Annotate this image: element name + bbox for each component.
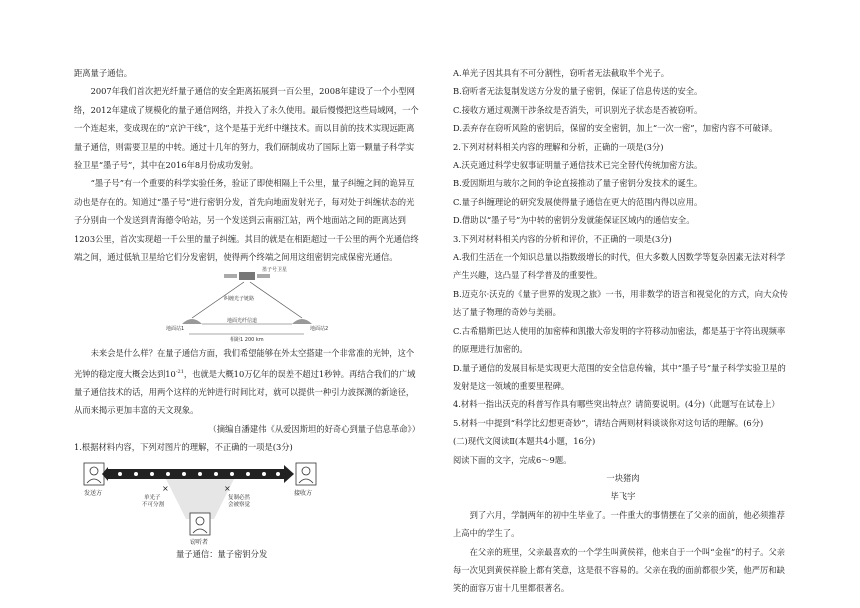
mark-1-label: 单光子 [144,494,161,501]
q2-option-b: B.爱因斯坦与玻尔之间的争论直接推动了量子密钥分发技术的诞生。 [453,178,703,189]
key-distribution-figure [74,457,420,549]
satellite-figure [74,266,420,344]
question-2: 2.下列对材料相关内容的理解和分析，正确的一项是(3分) [453,141,664,152]
paragraph-2: “墨子号”有一个重要的科学实验任务，验证了即使相隔上千公里，量子纠缠之间的诡异互动也是存在的。知道过“墨子号”进行密钥分发，首先向地面发射光子，每对处于纠缠状态的光子分别由一个发送到青海德令哈站，另一个发送到云南丽江站，两个地面站之间的距离达到1203公里，首次实现超一千公里的量子纠缠。其目的就是在相距超过一千公里的两个光通信终端之间，通过低轨卫星给它们分发密钥，使得两个终端之间用这组密钥完成保密光通信。 [74,178,419,263]
paragraph-1: 2007年我们首次把光纤量子通信的安全距离拓展到一百公里，2008年建设了一个小型网络，2012年建成了规模化的量子通信网络，并投入了永久使用。最后慢慢把这些局域网，一个一个连起来，变成现在的“京沪干线”，这个是基于光纤中继技术。而以目前的技术实现远距离量子通信，则需要卫星的中转。通过十几年的努力，我们研制成功了国际上第一颗量子科学实验卫星“墨子号”，其中在2016年8月份成功发射。 [74,86,419,171]
svg-text:不可分割: 不可分割 [142,501,165,508]
q3-option-d: D.量子通信的发展目标是实现更大范围的安全信息传输，其中“墨子号”量子科学实验卫星的发射是这一领域的重要里程碑。 [453,362,786,391]
svg-text:×: × [162,483,169,493]
q1-option-a: A.单光子因其具有不可分割性，窃听者无法截取半个光子。 [453,68,670,78]
mark-2-label: 复制必然 [228,494,251,501]
svg-text:会被察觉: 会被察觉 [228,501,251,508]
figure-caption: 量子通信：量子密钥分发 [176,548,268,559]
section-heading: (二)现代文阅读Ⅱ(本题共4小题，16分) [453,436,596,447]
ground-station-1-icon [182,319,202,324]
receiver-label: 接收方 [294,489,313,497]
question-3: 3.下列对材料相关内容的分析和评价，不正确的一项是(3分) [453,233,672,244]
q2-option-d: D.借助以“墨子号”为中转的密钥分发就能保证区域内的通信安全。 [453,215,695,226]
intro-tail: 距离量子通信。 [74,68,133,78]
eavesdropper-label: 窃听者 [190,538,209,546]
story-paragraph-1: 到了六月，学制两年的初中生毕业了。一件重大的事情摆在了父亲的面前，他必须推荐上高中的学生了。 [453,509,785,539]
q3-option-c: C.古希腊斯巴达人使用的加密棒和凯撒大帝发明的字符移动加密法，都是基于字符出现频率的原理进行加密的。 [453,325,786,355]
sender-label: 发送方 [84,489,103,497]
q1-option-d: D.丢弃存在窃听风险的密钥后，保留的安全密钥，加上“一次一密”，加密内容不可破译。 [453,123,778,134]
station-2-label: 地面站2 [310,326,329,333]
q3-option-a: A.我们生活在一个知识总量以指数级增长的时代，但大多数人因数学等复杂因素无法对科学产生兴趣，这凸显了科学普及的重要性。 [453,252,786,281]
station-1-label: 地面站1 [166,326,185,333]
instruction: 阅读下面的文字，完成6～9题。 [453,454,572,465]
satellite-label: 墨子号卫星 [262,267,288,274]
fiber-label: 地面光纤信道 [227,318,258,325]
svg-text:×: × [224,483,231,493]
q1-option-c: C.接收方通过观测干涉条纹是否消失，可识别光子状态是否被窃听。 [453,104,703,115]
q3-option-b: B.迈克尔·沃克的《量子世界的发现之旅》一书，用非数学的语言和视觉化的方式，向大众传达了量子物理的奇妙与美丽。 [453,288,788,318]
story-paragraph-2: 在父亲的班里，父亲最喜欢的一个学生叫黄侯祥，他来自于一个叫“金崔”的村子。父亲每一次见到黄侯祥脸上都有笑意，这是很不容易的。父亲在我的面前都很少笑，他严厉和缺笑的面容万宙十几里都很著名。 [453,546,786,594]
q2-option-c: C.量子纠缠理论的研究发展使得量子通信在更大的范围内得以应用。 [453,196,703,207]
beam-label: 纠缠光子链路 [224,296,255,303]
question-5: 5.材料一中提到“科学比幻想更奇妙”，请结合两则材料谈谈你对这句话的理解。(6分) [453,417,764,428]
story-title: 一块猪肉 [606,472,640,483]
story-author: 毕飞宇 [610,491,636,502]
paragraph-3: 未来会是什么样？在量子通信方面，我们希望能够在外太空搭建一个非常准的光钟，这个光钟的稳定度大概会达到$10^{-21}$，也就是大概10万亿年的误差不超过1秒钟。再结合我们的广域量子通信技术的话，用两个这样的光钟进行时间比对，就可以提供一种引力波探测的新途径，从而来揭示更加丰富的天文现象。 [74,348,416,416]
source-citation: （摘编自潘建伟《从爱因斯坦的好奇心到量子信息革命》） [208,423,420,434]
q2-option-a: A.沃克通过科学史叙事证明量子通信技术已完全替代传统加密方法。 [453,160,703,171]
distance-label: 相距1 200 km [230,337,264,344]
satellite-icon [239,272,255,280]
q1-option-b: B.窃听者无法复制发送方分发的量子密钥，保证了信息传送的安全。 [453,86,703,97]
question-1: 1.根据材料内容，下列对图片的理解，不正确的一项是(3分) [74,442,293,453]
question-4: 4.材料一指出沃克的科普写作具有哪些突出特点？请简要说明。(4分)（此题写在试卷上） [453,399,780,410]
right-column [453,64,793,598]
ground-station-2-icon [292,319,312,324]
left-column [74,64,420,563]
